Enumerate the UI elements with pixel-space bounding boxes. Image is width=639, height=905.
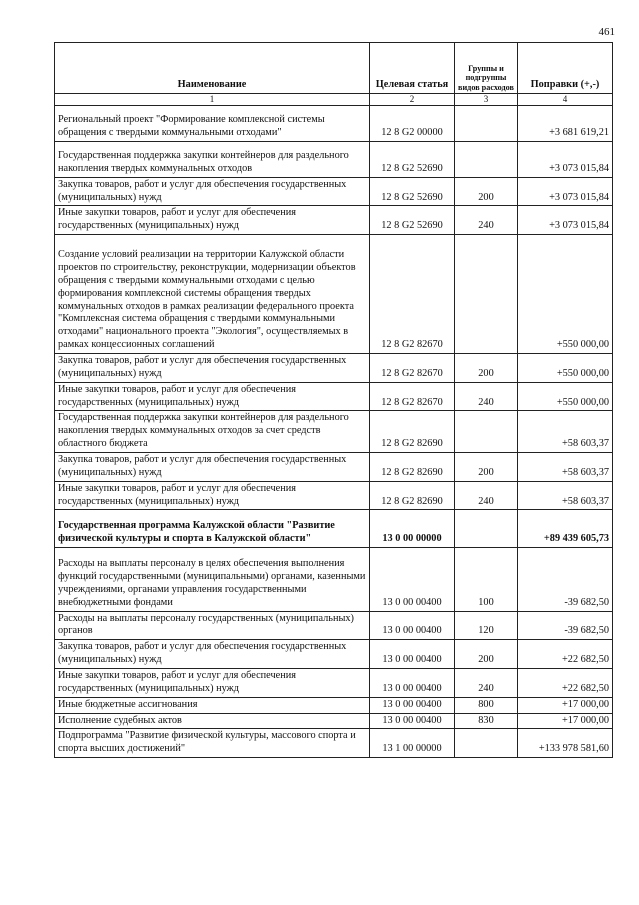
- row-target-article-cell: 13 0 00 00400: [370, 640, 455, 669]
- table-row: [55, 697, 613, 713]
- row-target-article-cell: 13 0 00 00400: [370, 697, 455, 713]
- row-target-article-cell: 12 8 G2 52690: [370, 141, 455, 177]
- row-amendment-cell: +133 978 581,60: [518, 729, 613, 758]
- row-expense-group-cell: [455, 411, 518, 453]
- row-expense-group-cell: 200: [455, 177, 518, 206]
- row-name-cell: Государственная поддержка закупки контейнеров для раздельного накопления твердых коммунальных отходов за счет средств областного бюджета: [55, 411, 370, 453]
- row-expense-group-cell: 120: [455, 611, 518, 640]
- row-amendment-cell: -39 682,50: [518, 611, 613, 640]
- row-name-cell: Закупка товаров, работ и услуг для обеспечения государственных (муниципальных) нужд: [55, 354, 370, 383]
- row-amendment-cell: +58 603,37: [518, 481, 613, 510]
- row-amendment-cell: +550 000,00: [518, 382, 613, 411]
- table-row: [55, 141, 613, 177]
- row-amendment-cell: +550 000,00: [518, 235, 613, 354]
- table-row: [55, 611, 613, 640]
- row-expense-group-cell: 240: [455, 481, 518, 510]
- row-expense-group-cell: [455, 106, 518, 142]
- row-amendment-cell: +89 439 605,73: [518, 510, 613, 548]
- row-expense-group-cell: [455, 729, 518, 758]
- table-row: [55, 548, 613, 611]
- row-target-article-cell: 13 0 00 00400: [370, 669, 455, 698]
- row-expense-group-cell: 240: [455, 206, 518, 235]
- row-amendment-cell: +550 000,00: [518, 354, 613, 383]
- row-name-cell: Иные закупки товаров, работ и услуг для обеспечения государственных (муниципальных) нужд: [55, 481, 370, 510]
- table-row: [55, 411, 613, 453]
- row-name-cell: Иные закупки товаров, работ и услуг для обеспечения государственных (муниципальных) нужд: [55, 669, 370, 698]
- row-name-cell: Расходы на выплаты персоналу государственных (муниципальных) органов: [55, 611, 370, 640]
- row-expense-group-cell: 830: [455, 713, 518, 729]
- table-row: [55, 106, 613, 142]
- row-target-article-cell: 13 0 00 00400: [370, 611, 455, 640]
- row-name-cell: Государственная программа Калужской области "Развитие физической культуры и спорта в Калужской области": [55, 510, 370, 548]
- row-expense-group-cell: 100: [455, 548, 518, 611]
- row-expense-group-cell: 240: [455, 669, 518, 698]
- row-target-article-cell: 12 8 G2 82670: [370, 354, 455, 383]
- header-amendments: Поправки (+,-): [518, 43, 613, 94]
- table-row: [55, 713, 613, 729]
- row-amendment-cell: +17 000,00: [518, 713, 613, 729]
- row-target-article-cell: 12 8 G2 00000: [370, 106, 455, 142]
- header-name: Наименование: [55, 43, 370, 94]
- row-name-cell: Исполнение судебных актов: [55, 713, 370, 729]
- table-row: [55, 729, 613, 758]
- row-expense-group-cell: 240: [455, 382, 518, 411]
- row-target-article-cell: 13 0 00 00000: [370, 510, 455, 548]
- row-amendment-cell: +3 073 015,84: [518, 141, 613, 177]
- row-name-cell: Иные закупки товаров, работ и услуг для обеспечения государственных (муниципальных) нужд: [55, 382, 370, 411]
- row-target-article-cell: 13 1 00 00000: [370, 729, 455, 758]
- row-expense-group-cell: 200: [455, 640, 518, 669]
- row-target-article-cell: 12 8 G2 52690: [370, 206, 455, 235]
- row-expense-group-cell: 200: [455, 453, 518, 482]
- row-target-article-cell: 12 8 G2 82670: [370, 382, 455, 411]
- column-number-row: [55, 94, 613, 106]
- row-name-cell: Иные закупки товаров, работ и услуг для обеспечения государственных (муниципальных) нужд: [55, 206, 370, 235]
- column-number: 4: [518, 94, 613, 106]
- row-amendment-cell: +58 603,37: [518, 411, 613, 453]
- budget-amendments-table: [54, 42, 613, 758]
- table-row: [55, 235, 613, 354]
- header-expense-groups: Группы и подгруппы видов расходов: [455, 43, 518, 94]
- row-target-article-cell: 12 8 G2 82690: [370, 481, 455, 510]
- row-target-article-cell: 12 8 G2 82690: [370, 453, 455, 482]
- table-body: [55, 106, 613, 758]
- header-target-article: Целевая статья: [370, 43, 455, 94]
- row-amendment-cell: +22 682,50: [518, 640, 613, 669]
- row-expense-group-cell: 200: [455, 354, 518, 383]
- row-expense-group-cell: [455, 510, 518, 548]
- table-row: [55, 669, 613, 698]
- row-name-cell: Государственная поддержка закупки контейнеров для раздельного накопления твердых коммунальных отходов: [55, 141, 370, 177]
- column-number: 1: [55, 94, 370, 106]
- table-row: [55, 481, 613, 510]
- page-number: 461: [598, 26, 615, 38]
- row-target-article-cell: 12 8 G2 52690: [370, 177, 455, 206]
- row-expense-group-cell: 800: [455, 697, 518, 713]
- row-name-cell: Закупка товаров, работ и услуг для обеспечения государственных (муниципальных) нужд: [55, 640, 370, 669]
- table-row: [55, 382, 613, 411]
- row-amendment-cell: +3 073 015,84: [518, 206, 613, 235]
- row-target-article-cell: 12 8 G2 82690: [370, 411, 455, 453]
- row-expense-group-cell: [455, 141, 518, 177]
- row-amendment-cell: +22 682,50: [518, 669, 613, 698]
- table-row: [55, 354, 613, 383]
- row-amendment-cell: +3 073 015,84: [518, 177, 613, 206]
- row-amendment-cell: +3 681 619,21: [518, 106, 613, 142]
- row-name-cell: Создание условий реализации на территории Калужской области проектов по строительству, реконструкции, модернизации объектов обращения с твердыми коммунальными отходами с целью формирования комплексной системы обращения твердых коммунальных отходов в рамках реализации федерального проекта "Комплексная система обращения с твердыми коммунальными отходами" национального проекта "Экология", осуществляемых в рамках концессионных соглашений: [55, 235, 370, 354]
- table-header-row: [55, 43, 613, 94]
- row-target-article-cell: 13 0 00 00400: [370, 548, 455, 611]
- table-row: [55, 640, 613, 669]
- row-amendment-cell: +17 000,00: [518, 697, 613, 713]
- row-expense-group-cell: [455, 235, 518, 354]
- table-row: [55, 453, 613, 482]
- row-target-article-cell: 12 8 G2 82670: [370, 235, 455, 354]
- table-row: [55, 177, 613, 206]
- row-target-article-cell: 13 0 00 00400: [370, 713, 455, 729]
- row-name-cell: Региональный проект "Формирование комплексной системы обращения с твердыми коммунальными отходами": [55, 106, 370, 142]
- row-name-cell: Подпрограмма "Развитие физической культуры, массового спорта и спорта высших достижений": [55, 729, 370, 758]
- column-number: 3: [455, 94, 518, 106]
- row-amendment-cell: -39 682,50: [518, 548, 613, 611]
- row-name-cell: Закупка товаров, работ и услуг для обеспечения государственных (муниципальных) нужд: [55, 453, 370, 482]
- table-row: [55, 510, 613, 548]
- row-amendment-cell: +58 603,37: [518, 453, 613, 482]
- row-name-cell: Расходы на выплаты персоналу в целях обеспечения выполнения функций государственными (муниципальными) органами, казенными учреждениями, органами управления государственными внебюджетными фондами: [55, 548, 370, 611]
- row-name-cell: Закупка товаров, работ и услуг для обеспечения государственных (муниципальных) нужд: [55, 177, 370, 206]
- row-name-cell: Иные бюджетные ассигнования: [55, 697, 370, 713]
- column-number: 2: [370, 94, 455, 106]
- table-row: [55, 206, 613, 235]
